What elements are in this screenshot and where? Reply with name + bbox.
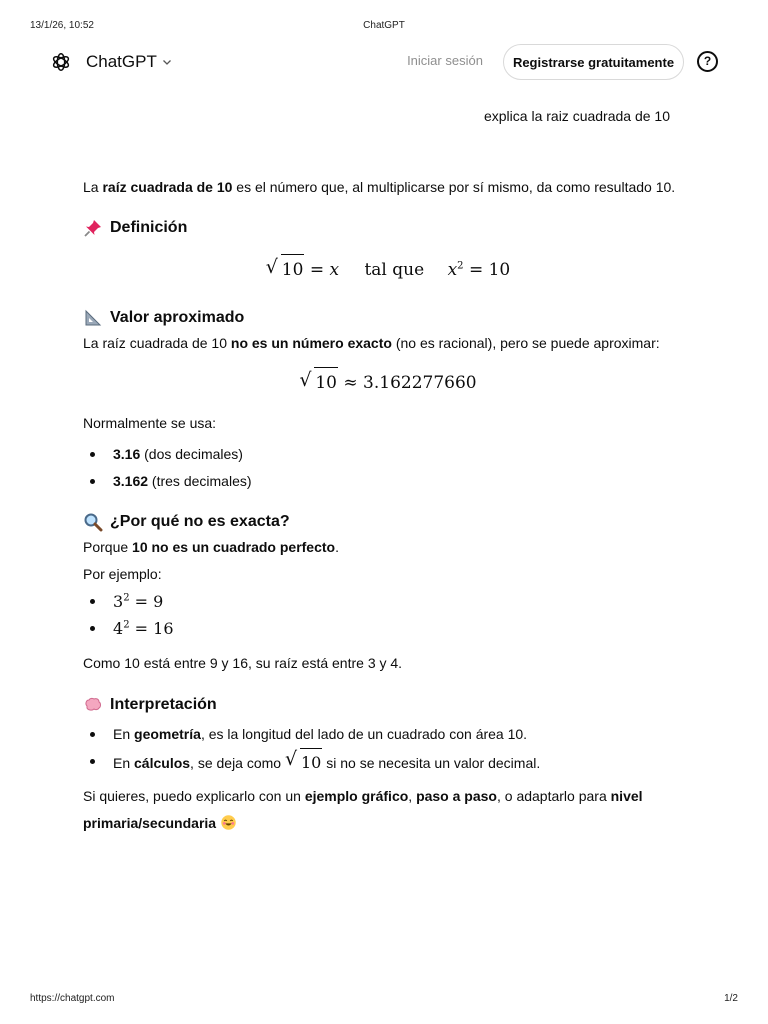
definition-heading: Definición (83, 216, 693, 240)
chevron-down-icon (161, 56, 173, 68)
conclusion-text: Como 10 está entre 9 y 16, su raíz está entre 3 y 4. (83, 655, 403, 671)
list-item: $3^2 = 9$ (83, 588, 693, 615)
magnifying-glass-icon (83, 512, 103, 532)
openai-logo-icon[interactable] (50, 51, 72, 73)
model-selector[interactable] (86, 52, 173, 72)
print-footer (0, 993, 768, 1007)
print-datetime: 13/1/26, 10:52 (30, 20, 94, 31)
list-item: En geometría, es la longitud del lado de un cuadrado con área 10. (83, 721, 693, 748)
list-item: 3.16 (dos decimales) (83, 441, 693, 468)
interpretation-list (83, 721, 693, 777)
triangular-ruler-icon (83, 308, 103, 328)
app-name: ChatGPT (86, 52, 157, 71)
assistant-message (83, 174, 693, 837)
print-header (0, 20, 768, 34)
list-item: $4^2 = 16$ (83, 615, 693, 642)
approx-list (83, 441, 693, 495)
definition-formula: √ 10 = x tal que $x^2 = 10$ (83, 254, 693, 285)
approx-paragraph: La raíz cuadrada de 10 no es un número exacto (no es racional), pero se puede aproximar: (83, 335, 660, 351)
print-url: https://chatgpt.com (30, 993, 115, 1004)
usage-text: Normalmente se usa: (83, 415, 217, 431)
closing-paragraph: Si quieres, puedo explicarlo con un ejemplo gráfico, paso a paso, o adaptarlo para nivel primaria/secundaria (83, 788, 643, 831)
approx-heading: Valor aproximado (83, 306, 693, 330)
login-link[interactable]: Iniciar sesión (407, 53, 483, 68)
pushpin-icon (83, 218, 103, 238)
list-item: 3.162 (tres decimales) (83, 468, 693, 495)
why-heading: ¿Por qué no es exacta? (83, 510, 693, 534)
squares-list (83, 588, 693, 642)
help-icon[interactable]: ? (697, 51, 718, 72)
approx-formula: √ 10 ≈ 3.162277660 (83, 367, 693, 398)
top-bar (0, 44, 768, 80)
print-page-number: 1/2 (724, 993, 738, 1004)
user-message: explica la raiz cuadrada de 10 (483, 108, 670, 124)
example-text: Por ejemplo: (83, 566, 162, 582)
intro-paragraph: La raíz cuadrada de 10 es el número que, al multiplicarse por sí mismo, da como resultado 10. (83, 179, 676, 195)
brain-icon (83, 695, 103, 715)
list-item: En cálculos, se deja como √ 10 si no se necesita un valor decimal. (83, 748, 693, 777)
signup-button[interactable]: Registrarse gratuitamente (503, 44, 684, 80)
why-paragraph: Porque 10 no es un cuadrado perfecto. (83, 539, 339, 555)
print-title: ChatGPT (363, 20, 405, 31)
interpretation-heading: Interpretación (83, 693, 693, 717)
smiling-face-icon (220, 814, 237, 831)
